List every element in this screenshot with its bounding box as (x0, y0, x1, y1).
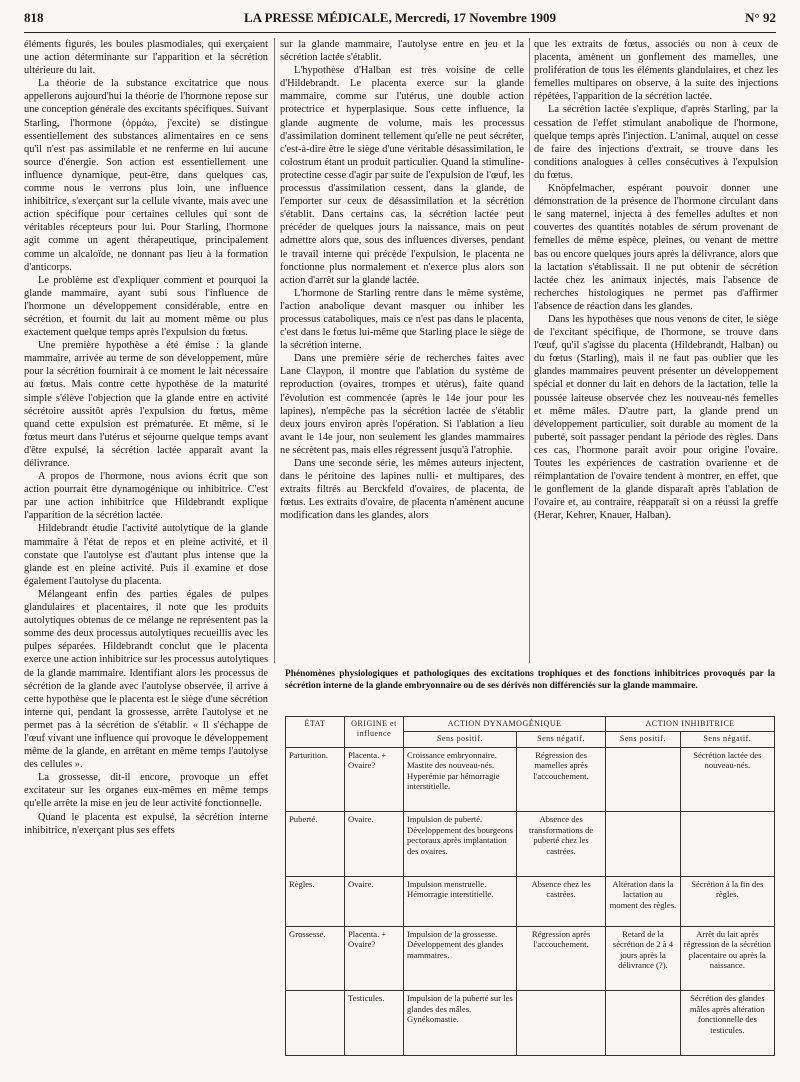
text-column-1 (24, 38, 268, 1072)
page-number: 818 (24, 10, 44, 25)
cell-dyn-positif: Impulsion de la grossesse. Développement des glandes mammaires. (404, 926, 517, 991)
paragraph: Dans une première série de recherches faites avec Lane Claypon, il montre que l'ablation du système de reproduction (ovaires, trompes et utérus), faite quand l'évolution est commencée (après le 14e jour pour les lapines), n'empêche pas la sécrétion lactée de s'établir deux jours environ après l'opération. Si l'ablation a lieu avant le 14e jour, non seulement les glandes mammaires ne sécrètent pas, mais elles régressent jusqu'à l'atrophie. (280, 353, 524, 456)
text-column-3 (534, 38, 778, 663)
table-row (286, 747, 775, 812)
paragraph: La sécrétion lactée s'explique, d'après Starling, par la cessation de l'effet stimulant anabolique de l'hormone, quelque temps après l'injection. L'animal, auquel on cesse de faire des injections d'extrait, se trouve dans les conditions analogues à celles consécutives à l'expulsion du fœtus. (534, 104, 778, 181)
column-divider (529, 38, 530, 663)
cell-inh-positif (606, 991, 680, 1056)
page-header (24, 10, 776, 30)
table-row (286, 926, 775, 991)
cell-inh-negatif: Arrêt du lait après régression de la sécrétion placentaire ou après la naissance. (680, 926, 774, 991)
paragraph: A propos de l'hormone, nous avions écrit que son action pourrait être dynamogénique ou inhibitrice. C'est par une action inhibitrice que Hildebrandt explique l'apparition de la sécrétion lactée. (24, 471, 268, 522)
cell-etat: Puberté. (286, 812, 345, 877)
cell-dyn-negatif: Absence des transformations de puberté chez les castrées. (516, 812, 605, 877)
data-table (285, 716, 775, 1056)
paragraph: éléments figurés, les boules plasmodiales, qui exerçaient une action déterminante sur l'apparition et la sécrétion ultérieure du lait. (24, 39, 268, 77)
cell-inh-negatif: Sécrétion des glandes mâles après altération fonctionnelle des testicules. (680, 991, 774, 1056)
cell-etat: Parturition. (286, 747, 345, 812)
paragraph: Mélangeant enfin des parties égales de pulpes glandulaires et placentaires, il note que les produits autolytiques obtenus de ce mélange ne représentent pas la somme des deux processus autolytiques recueillis avec les pulpes séparées. Hildebrandt conclut que le placenta exerce une action inhibitrice sur les processus autolytiques de la glande mammaire. Identifiant alors les processus de sécrétion de la glande avec l'autolyse observée, il arrive à cette hypothèse que le placenta est le siège d'une sécrétion interne qui, pendant la grossesse, arrête l'autolyse et ne permet pas à la sécrétion de s'établir. « Il s'échappe de l'œuf vivant une influence qui provoque le développement même de la glande, en arrêtant en même temps l'autolyse des cellules ». (24, 588, 268, 771)
cell-inh-positif: Retard de la sécrétion de 2 à 4 jours après la délivrance (?). (606, 926, 680, 991)
cell-etat: Grossesse. (286, 926, 345, 991)
paragraph: Quand le placenta est expulsé, la sécrétion interne inhibitrice, n'exerçant plus ses effets (24, 811, 268, 836)
paragraph: Knöpfelmacher, espérant pouvoir donner une démonstration de la présence de l'hormone circulant dans le sang maternel, injecta à des femelles adultes et non couvertes des quantités notables de sérum provenant de femelles de même espèce, pleines, ou venant de mettre bas ou encore quelques jours après la délivrance, alors que la lactation s'établissait. Il ne put obtenir de sécrétion lactée chez les animaux injectés, mais l'absence de recherches histologiques ne permet pas d'affirmer l'absence de réaction dans les glandes. (534, 183, 778, 312)
header-inh-negatif: Sens négatif. (680, 732, 774, 747)
cell-origine: Ovaire. (345, 876, 404, 926)
cell-inh-positif (606, 747, 680, 812)
cell-etat (286, 991, 345, 1056)
cell-dyn-positif: Impulsion de puberté. Développement des bourgeons pectoraux après implantation des ovaires. (404, 812, 517, 877)
paragraph: Dans une seconde série, les mêmes auteurs injectent, dans le péritoine des lapines nulli- et multipares, des extraits filtrés au Berckfeld d'ovaires, de placenta, de fœtus. Les extraits d'ovaire, de placenta n'amènent aucune modification dans les glandes, alors (280, 458, 524, 522)
header-etat: ÉTAT (286, 717, 345, 748)
paragraph: La grossesse, dit-il encore, provoque un effet excitateur sur les organes eux-mêmes en même temps qu'elle arrête la mise en jeu de leur activité fonctionnelle. (24, 772, 268, 810)
paragraph: Hildebrandt étudie l'activité autolytique de la glande mammaire à l'état de repos et en pleine activité, et il constate que l'autolyse est d'autant plus intense que la glande est en pleine activité. Puis il examine et dose également l'autolyse du placenta. (24, 523, 268, 587)
paragraph: que les extraits de fœtus, associés ou non à ceux de placenta, amènent un gonflement des mamelles, une prolifération de tous les éléments glandulaires, et chez les femelles multipares on observe, à la suite des injections répétées, l'apparition de la sécrétion lactée. (534, 39, 778, 103)
cell-dyn-negatif: Régression après l'accouchement. (516, 926, 605, 991)
issue-number: N° 92 (745, 10, 776, 25)
masthead: LA PRESSE MÉDICALE, Mercredi, 17 Novembre 1909 (244, 10, 556, 25)
cell-dyn-positif: Impulsion de la puberté sur les glandes des mâles. Gynékomastie. (404, 991, 517, 1056)
paragraph: Le problème est d'expliquer comment et pourquoi la glande mammaire, ayant subi sous l'influence de l'hormone un développement considérable, entre en sécrétion, et fournit du lait au moment même ou plus exactement quelque temps après l'expulsion du fœtus. (24, 274, 268, 339)
text-column-2 (280, 38, 524, 663)
header-dyn-positif: Sens positif. (404, 732, 517, 747)
paragraph: Une première hypothèse a été émise : la glande mammaire, arrivée au terme de son développement, mûre pour la sécrétion fournirait à ce moment le lait nécessaire au fœtus. Mais contre cette hypothèse de la maturité simple s'élève l'objection que la glande entre en activité sécrétoire aussitôt après l'expulsion du fœtus, même quand cette expulsion est prématurée. Et même, si le fœtus meurt dans l'utérus et séjourne quelque temps avant d'être expulsé, la sécrétion lactée apparaît avant la délivrance. (24, 340, 268, 469)
cell-dyn-positif: Croissance embryonnaire. Mastite des nouveau-nés. Hyperémie par hémorragie interstitielle. (404, 747, 517, 812)
cell-origine: Placenta. + Ovaire? (345, 747, 404, 812)
table-row (286, 812, 775, 877)
cell-inh-positif: Altération dans la lactation au moment des règles. (606, 876, 680, 926)
cell-origine: Testicules. (345, 991, 404, 1056)
cell-inh-negatif: Sécrétion lactée des nouveau-nés. (680, 747, 774, 812)
table-caption: Phénomènes physiologiques et pathologiques des excitations trophiques et des fonctions inhibitrices provoqués par la sécrétion interne de la glande embryonnaire ou de ses dérivés non différenciés sur la glande mammaire. (285, 669, 775, 691)
paragraph: La théorie de la substance excitatrice que nous appellerons aujourd'hui la théorie de l'hormone repose sur une conception générale des excitants spécifiques. Suivant Starling, l'hormone (ὁρμάω, j'excite) se distingue essentiellement des substances alimentaires en ce sens qu'il n'est pas assimilable et ne renferme en lui aucune source d'énergie. Son action est essentiellement une influence dynamique, peut-être, dans quelques cas, comme nous le verrons plus loin, une influence inhibitrice, s'exerçant sur la cellule vivante, mais avec une action spécifique pour certaines cellules qui sont de véritables récepteurs pour lui. Pour Starling, l'hormone agit comme un agent thérapeutique, principalement comme un alcaloïde, ne donnant pas lieu à la formation d'anticorps. (24, 78, 268, 273)
cell-dyn-negatif: Absence chez les castrées. (516, 876, 605, 926)
header-action-inhibitrice: ACTION INHIBITRICE (606, 717, 775, 732)
cell-dyn-negatif: Régression des mamelles après l'accouchement. (516, 747, 605, 812)
cell-inh-negatif (680, 812, 774, 877)
header-rule (24, 32, 776, 33)
column-divider (274, 38, 275, 663)
header-action-dynamogenique: ACTION DYNAMOGÉNIQUE (404, 717, 606, 732)
header-inh-positif: Sens positif. (606, 732, 680, 747)
cell-origine: Ovaire. (345, 812, 404, 877)
cell-origine: Placenta. + Ovaire? (345, 926, 404, 991)
header-dyn-negatif: Sens négatif. (516, 732, 605, 747)
cell-inh-negatif: Sécrétion à la fin des règles. (680, 876, 774, 926)
table-row (286, 991, 775, 1056)
cell-dyn-negatif (516, 991, 605, 1056)
header-origine: ORIGINE et influence (345, 717, 404, 748)
data-table-wrapper (285, 716, 775, 1072)
paragraph: L'hormone de Starling rentre dans le même système, l'action anabolique devant masquer ou inhiber les processus cataboliques, mais ce n'est pas dans le placenta, c'est dans le fœtus lui-même que Starling place le siège de la sécrétion interne. (280, 287, 524, 352)
paragraph: L'hypothèse d'Halban est très voisine de celle d'Hildebrandt. Le placenta exerce sur la glande mammaire, comme sur l'utérus, une double action protectrice et hyperplasique. Sous cette influence, la glande augmente de volume, mais les processus d'assimilation dominent tellement qu'elle ne peut sécréter, c'est-à-dire être le siège d'une véritable désassimilation, le colostrum étant un produit particulier. Quand la stimuline-protectine cesse d'agir par suite de l'expulsion de l'œuf, les processus d'assimilation cessent, dans la glande, de l'emporter sur ceux de désassimilation et la sécrétion s'établit. Dans certains cas, la sécrétion lactée peut précéder de quelques jours la naissance, mais on peut admettre alors que, sous des influences diverses, pendant le travail interne qui précède l'expulsion, le placenta ne fonctionne plus normalement et n'exerce plus alors son action d'arrêt sur la glande lactée. (280, 65, 524, 286)
paragraph: Dans les hypothèses que nous venons de citer, le siège de l'excitant spécifique, de l'hormone, se trouve dans l'œuf, qu'il s'agisse du placenta (Hildebrandt, Halban) ou du fœtus (Starling), mais il ne faut pas oublier que les glandes mammaires peuvent présenter un développement spécial et donner du lait en dehors de la lactation, telle la poussée laiteuse observée chez les nouveau-nés femelles et même mâles. D'autre part, la glande prend un développement particulier, soit durable au moment de la puberté, soit passager pendant la période des règles. Dans ces cas, l'hormone paraît avoir pour origine l'ovaire. Toutes les expériences de castration ovarienne et de réimplantation de l'ovaire tendent à montrer, en effet, que le gonflement de la glande disparaît après l'ablation de l'ovaire et, au contraire, réapparaît si on a réussi la greffe (Herar, Kehrer, Knauer, Halban). (534, 313, 778, 522)
paragraph: sur la glande mammaire, l'autolyse entre en jeu et la sécrétion lactée s'établit. (280, 39, 524, 64)
cell-inh-positif (606, 812, 680, 877)
cell-dyn-positif: Impulsion menstruelle. Hémorragie interstitielle. (404, 876, 517, 926)
cell-etat: Règles. (286, 876, 345, 926)
table-row (286, 876, 775, 926)
